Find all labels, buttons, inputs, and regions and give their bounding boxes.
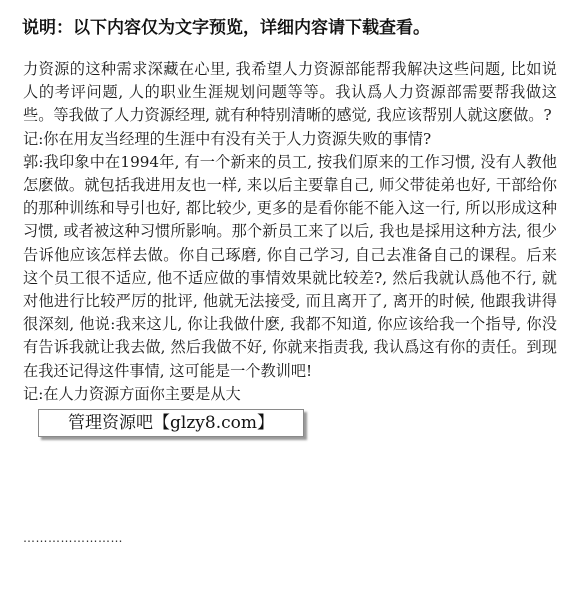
preview-notice: 说明：以下内容仅为文字预览，详细内容请下载查看。 [22, 18, 430, 38]
paragraph: 郭:我印象中在1994年, 有一个新来的员工, 按我们原来的工作习惯, 没有人教他怎麽做。就包括我进用友也一样, 来以后主要靠自己, 师父带徒弟也好, 干部给你的那种训练和导引也好, 都比较少, 更多的是看你能不能入这一行, 所以形成这种习惯, 或者被这种习惯所影响。那个新员工来了以后, 我也是採用这种方法, 很少告诉他应该怎样去做。你自己琢磨, 你自己学习, 自己去准备自己的课程。后来这个员工很不适应, 他不适应做的事情效果就比较差?, 然后我就认爲他不行, 就对他进行比较严厉的批评, 他就无法接受, 而且离开了, 离开的时候, 他跟我讲得很深刻, 他说:我来这儿, 你让我做什麽, 我都不知道, 你应该给我一个指导, 你没有告诉我就让我去做, 然后我做不好, 你就来指责我, 我认爲这有你的责任。到现在我还记得这件事情, 这可能是一个教训吧! [23, 152, 557, 380]
paragraph: 力资源的这种需求深藏在心里, 我希望人力资源部能帮我解决这些问题, 比如说人的考评问题, 人的职业生涯规划问题等等。我认爲人力资源部需要帮我做这些。等我做了人力资源经理, 就有种特别清晰的感觉, 我应该帮别人就这麽做。? [23, 60, 557, 125]
paragraph: 记:在人力资源方面你主要是从大 [23, 384, 241, 403]
document-body [23, 58, 557, 406]
truncation-ellipsis: …………………… [23, 531, 123, 545]
watermark-label: 管理资源吧【glzy8.com】 [38, 409, 304, 437]
paragraph: 记:你在用友当经理的生涯中有没有关于人力资源失败的事情? [23, 129, 432, 148]
